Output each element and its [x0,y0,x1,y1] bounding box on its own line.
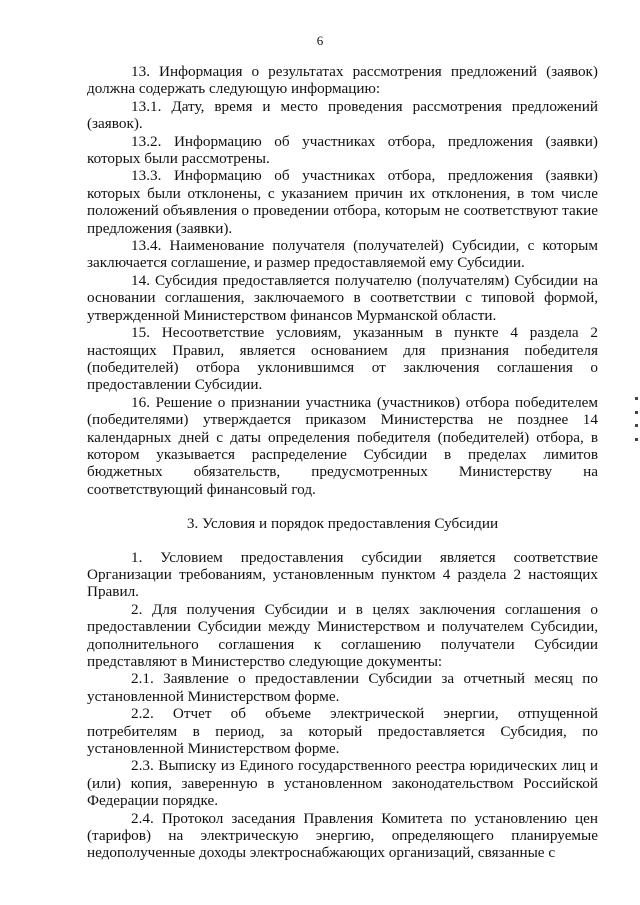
paragraph-3-2-1: 2.1. Заявление о предоставлении Субсидии за отчетный месяц по установленной Министерством форме. [87,670,598,705]
scan-dot [635,411,638,414]
paragraph-13-3: 13.3. Информацию об участниках отбора, предложения (заявки) которых были отклонены, с указанием причин их отклонения, в том числе положений объявления о проведении отбора, которым не соответствуют такие предложения (заявки). [87,167,598,237]
scan-dot [635,397,638,400]
paragraph-16: 16. Решение о признании участника (участников) отбора победителем (победителями) утверждается приказом Министерства не позднее 14 календарных дней с даты определения победителя (победителей) отбора, в котором указывается распределение Субсидии в пределах лимитов бюджетных обязательств, предусмотренных Министерству на соответствующий финансовый год. [87,393,598,498]
paragraph-3-2: 2. Для получения Субсидии и в целях заключения соглашения о предоставлении Субсидии между Министерством и получателем Субсидии, дополнительного соглашения к соглашению получатели Субсидии представляют в Министерство следующие документы: [87,600,598,670]
paragraph-3-2-4: 2.4. Протокол заседания Правления Комитета по установлению цен (тарифов) на электрическую энергию, определяющего планируемые недополученные доходы электроснабжающих организаций, связанные с [87,809,598,862]
paragraph-3-2-3: 2.3. Выписку из Единого государственного реестра юридических лиц и (или) копия, заверенную в установленном законодательством Российской Федерации порядке. [87,757,598,810]
scan-dot [635,424,638,427]
paragraph-13-2: 13.2. Информацию об участниках отбора, предложения (заявки) которых были рассмотрены. [87,132,598,168]
page-number: 6 [316,33,324,48]
document-body [87,63,598,862]
section-heading: 3. Условия и порядок предоставления Субсидии [186,515,499,533]
scan-dot [635,438,638,441]
paragraph-3-2-2: 2.2. Отчет об объеме электрической энергии, отпущенной потребителям в период, за который предоставляется Субсидия, по установленной Министерством форме. [87,705,598,758]
paragraph-15: 15. Несоответствие условиям, указанным в пункте 4 раздела 2 настоящих Правил, является основанием для признания победителя (победителей) отбора уклонившимся от заключения соглашения о предоставлении Субсидии. [87,324,598,394]
paragraph-3-1: 1. Условием предоставления субсидии является соответствие Организации требованиям, установленным пунктом 4 раздела 2 настоящих Правил. [87,548,598,601]
paragraph-14: 14. Субсидия предоставляется получателю (получателям) Субсидии на основании соглашения, заключаемого в соответствии с типовой формой, утвержденной Министерством финансов Мурманской области. [87,271,598,324]
paragraph-13: 13. Информация о результатах рассмотрения предложений (заявок) должна содержать следующую информацию: [87,63,598,98]
paragraph-13-4: 13.4. Наименование получателя (получателей) Субсидии, с которым заключается соглашение, и размер предоставляемой ему Субсидии. [87,237,598,272]
paragraph-13-1: 13.1. Дату, время и место проведения рассмотрения предложений (заявок). [87,97,598,133]
scan-edge-mark [635,397,638,441]
